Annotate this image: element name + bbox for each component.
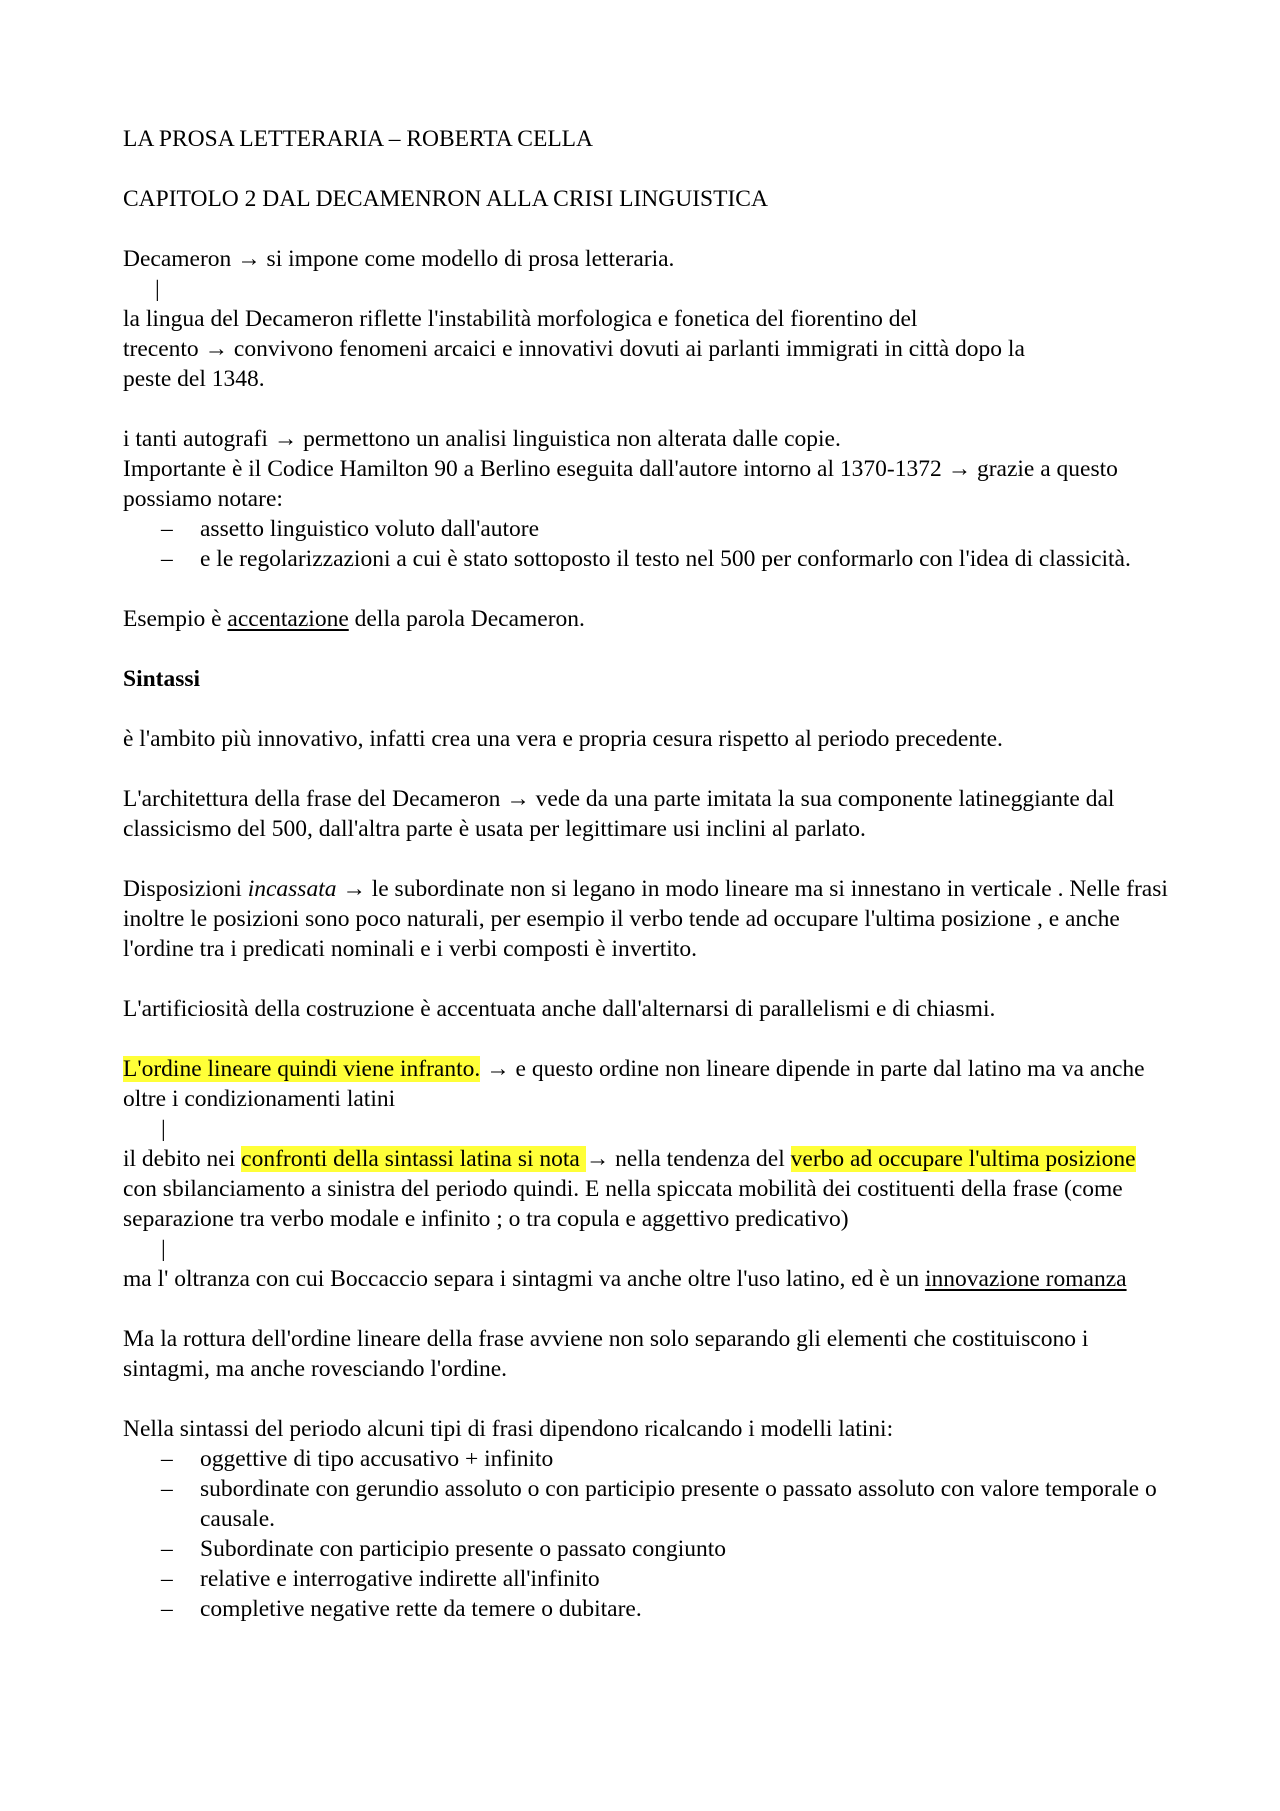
list-item: – relative e interrogative indirette all'infinito bbox=[161, 1566, 600, 1592]
dash-bullet: – bbox=[161, 516, 173, 542]
paragraph-architettura: L'architettura della frase del Decameron → vede da una parte imitata la sua componente latineggiante dal classicismo del 500, dall'altra parte è usata per legittimare usi inclini al parlato. bbox=[123, 786, 1115, 842]
dash-bullet: – bbox=[161, 1566, 173, 1592]
italic-term: incassata bbox=[247, 876, 337, 902]
list-item: – oggettive di tipo accusativo + infinito bbox=[161, 1446, 554, 1472]
paragraph-sintassi-periodo: Nella sintassi del periodo alcuni tipi di frasi dipendono ricalcando i modelli latini: bbox=[123, 1416, 894, 1442]
dash-bullet: – bbox=[161, 1446, 173, 1472]
dash-bullet: – bbox=[161, 1536, 173, 1562]
document-title: LA PROSA LETTERARIA – ROBERTA CELLA bbox=[123, 126, 593, 152]
paragraph-decameron-model: Decameron → si impone come modello di prosa letteraria. bbox=[123, 246, 675, 272]
chapter-heading: CAPITOLO 2 DAL DECAMENRON ALLA CRISI LINGUISTICA bbox=[123, 186, 768, 212]
paragraph-ordine-lineare: L'ordine lineare quindi viene infranto. → e questo ordine non lineare dipende in parte dal latino ma va anche oltre i condizionamenti latini bbox=[123, 1056, 1145, 1112]
paragraph-artificiosita: L'artificiosità della costruzione è accentuata anche dall'alternarsi di parallelismi e di chiasmi. bbox=[123, 996, 996, 1022]
paragraph-innovativo: è l'ambito più innovativo, infatti crea una vera e propria cesura rispetto al periodo precedente. bbox=[123, 726, 1003, 752]
list-item: – e le regolarizzazioni a cui è stato sottoposto il testo nel 500 per conformarlo con l'idea di classicità. bbox=[161, 546, 1131, 572]
underlined-term: accentazione bbox=[227, 606, 349, 632]
list-item: – Subordinate con participio presente o passato congiunto bbox=[161, 1536, 727, 1562]
underlined-term: innovazione romanza bbox=[924, 1266, 1127, 1292]
list-item: – subordinate con gerundio assoluto o con participio presente o passato assoluto con valore temporale o causale. bbox=[161, 1476, 1157, 1532]
bullet-list-notes bbox=[123, 514, 1168, 574]
paragraph-language-line-3: peste del 1348. bbox=[123, 366, 265, 392]
paragraph-language-line-2: trecento → convivono fenomeni arcaici e innovativi dovuti ai parlanti immigrati in città dopo la bbox=[123, 336, 1025, 362]
connector-line: | bbox=[161, 1116, 166, 1142]
dash-bullet: – bbox=[161, 1476, 173, 1502]
paragraph-disposizioni: Disposizioni incassata → le subordinate non si legano in modo lineare ma si innestano in verticale . Nelle frasi inoltre le posizioni sono poco naturali, per esempio il verbo tende ad occupare l'ultima posizione , e anche l'ordine tra i predicati nominali e i verbi composti è invertito. bbox=[123, 876, 1168, 962]
dash-bullet: – bbox=[161, 1596, 173, 1622]
paragraph-example: Esempio è accentazione della parola Decameron. bbox=[123, 606, 585, 632]
list-item: – completive negative rette da temere o dubitare. bbox=[161, 1596, 642, 1622]
section-heading-sintassi: Sintassi bbox=[123, 666, 201, 692]
connector-line: | bbox=[161, 1236, 166, 1262]
paragraph-codice-hamilton: Importante è il Codice Hamilton 90 a Berlino eseguita dall'autore intorno al 1370-1372 → grazie a questo possiamo notare: bbox=[123, 456, 1118, 512]
paragraph-debito-latino: il debito nei confronti della sintassi latina si nota → nella tendenza del verbo ad occupare l'ultima posizione con sbilanciamento a sinistra del periodo quindi. E nella spiccata mobilità dei costituenti della frase (come separazione tra verbo modale e infinito ; o tra copula e aggettivo predicativo) bbox=[123, 1146, 1136, 1232]
paragraph-rottura: Ma la rottura dell'ordine lineare della frase avviene non solo separando gli elementi che costituiscono i sintagmi, ma anche rovesciando l'ordine. bbox=[123, 1326, 1089, 1382]
highlighted-text: L'ordine lineare quindi viene infranto. bbox=[123, 1056, 481, 1082]
paragraph-language-line-1: la lingua del Decameron riflette l'instabilità morfologica e fonetica del fiorentino del bbox=[123, 306, 918, 332]
paragraph-oltranza: ma l' oltranza con cui Boccaccio separa i sintagmi va anche oltre l'uso latino, ed è un innovazione romanza bbox=[123, 1266, 1127, 1292]
list-item: – assetto linguistico voluto dall'autore bbox=[161, 516, 540, 542]
bullet-list-frasi bbox=[123, 1444, 1168, 1624]
document-body bbox=[123, 124, 1168, 1624]
paragraph-autografi: i tanti autografi → permettono un analisi linguistica non alterata dalle copie. bbox=[123, 426, 841, 452]
highlighted-text: confronti della sintassi latina si nota bbox=[241, 1146, 586, 1172]
connector-line: | bbox=[155, 276, 160, 302]
dash-bullet: – bbox=[161, 546, 173, 572]
highlighted-text: verbo ad occupare l'ultima posizione bbox=[790, 1146, 1136, 1172]
